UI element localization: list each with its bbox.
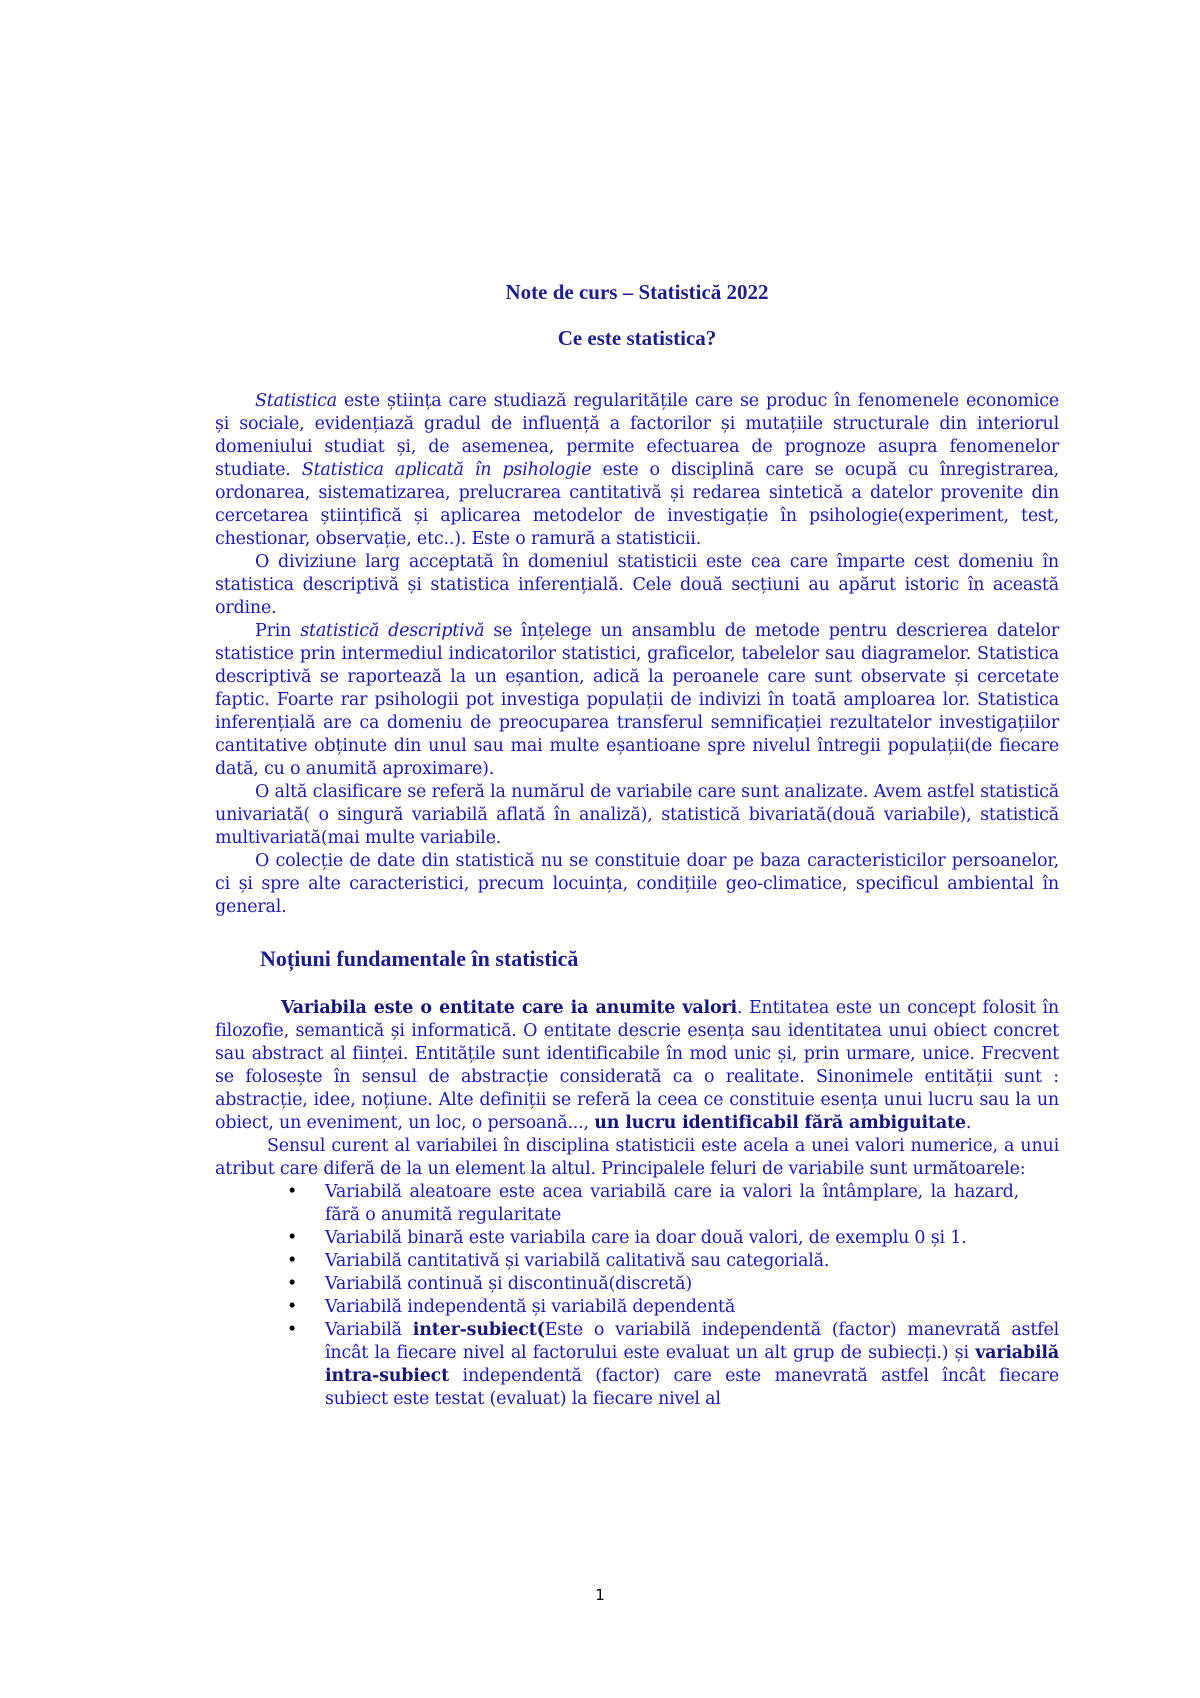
text-run: Este o variabilă independentă (factor) manevrată astfel încât la fiecare nivel al factorului este evaluat un alt grup de subiecți.) și xyxy=(325,1320,1059,1363)
section-heading: Noțiuni fundamentale în statistică xyxy=(260,946,579,971)
text-run: Variabilă xyxy=(325,1320,413,1340)
bold-term: inter-subiect( xyxy=(412,1320,545,1340)
italic-term: Statistica aplicată în psihologie xyxy=(301,460,592,480)
text-run: Prin xyxy=(255,621,301,641)
list-item: • Variabilă aleatoare este acea variabilă care ia valori la întâmplare, la hazard, fără o anumită regularitate xyxy=(325,1181,1059,1227)
text-run: este știința care studiază regularitățile care se produc în fenomenele economice și sociale, evidențiază gradul de influență a factorilor și mutațiile structurale din interiorul domeniului studiat și, de asemenea, permite efectuarea de prognoze asupra fenomenelor studiate. xyxy=(215,391,1059,480)
paragraph-variable-meaning: Sensul curent al variabilei în disciplina statisticii este acela a unei valori numerice, a unui atribut care diferă de la un element la altul. Principalele feluri de variabile sunt următoarele: xyxy=(215,1136,1059,1179)
bold-definition: un lucru identificabil fără ambiguitate xyxy=(594,1113,966,1133)
paragraph-division: O diviziune larg acceptată în domeniul statisticii este cea care împarte cest domeniu în statistica descriptivă și statistica inferențială. Cele două secțiuni au apărut istoric în această ordine. xyxy=(215,552,1059,618)
document-title: Note de curs – Statistică 2022 xyxy=(505,280,769,304)
italic-term: statistică descriptivă xyxy=(300,621,485,641)
list-item xyxy=(325,1319,1059,1411)
variable-types-list xyxy=(215,1181,1059,1411)
bold-term: variabilă intra-subiect xyxy=(325,1343,1059,1386)
paragraph-data-collection: O colecție de date din statistică nu se constituie doar pe baza caracteristicilor persoanelor, ci și spre alte caracteristici, precum locuința, condițiile geo-climatice, specificul ambiental în general. xyxy=(215,851,1059,917)
paragraph-classification: O altă clasificare se referă la numărul de variabile care sunt analizate. Avem astfel statistică univariată( o singură variabilă aflată în analiză), statistică bivariată(două variabile), statistică multivariată(mai multe variabile. xyxy=(215,782,1059,848)
page-number: 1 xyxy=(595,1586,605,1604)
paragraph-definition xyxy=(215,390,1059,551)
paragraph-variable xyxy=(215,997,1059,1135)
list-item: • Variabilă binară este variabila care ia doar două valori, de exemplu 0 și 1. xyxy=(325,1227,1059,1250)
list-item: • Variabilă cantitativă și variabilă calitativă sau categorială. xyxy=(325,1250,1059,1273)
text-run: este o disciplină care se ocupă cu înregistrarea, ordonarea, sistematizarea, prelucrarea cantitativă și redarea sintetică a datelor provenite din cercetarea științifică și aplicarea metodelor de investigație în psihologie(experiment, test, chestionar, observație, etc..). Este o ramură a statisticii. xyxy=(215,460,1060,549)
text-run: . Entitatea este un concept folosit în filozofie, semantică și informatică. O entitate descrie esența sau identitatea unui obiect concret sau abstract al ființei. Entitățile sunt identificabile în mod unic și, prin urmare, unice. Frecvent se folosește în sensul de abstracție considerată ca o realitate. Sinonimele entității sunt : abstracție, idee, noțiune. Alte definiții se referă la ceea ce constituie esența unui lucru sau la un obiect, un eveniment, un loc, o persoană..., xyxy=(215,998,1059,1133)
text-run: se înțelege un ansamblu de metode pentru descrierea datelor statistice prin intermediul indicatorilor statistici, graficelor, tabelelor sau diagramelor. Statistica descriptivă se raportează la un eșantion, adică la peroanele care sunt observate și cercetate faptic. Foarte rar psihologii pot investiga populații de indivizi în toată amploarea lor. Statistica inferențială are ca domeniu de preocuparea transferul semnificației rezultatelor investigațiilor cantitative obținute din unul sau mai multe eșantioane spre nivelul întregii populații(de fiecare dată, cu o anumită aproximare). xyxy=(215,621,1059,779)
document-subtitle: Ce este statistica? xyxy=(557,326,717,350)
text-run: independentă (factor) care este manevrată astfel încât fiecare subiect este testat (evaluat) la fiecare nivel al xyxy=(325,1366,1059,1409)
list-item: • Variabilă continuă și discontinuă(discretă) xyxy=(325,1273,1059,1296)
italic-term: Statistica xyxy=(255,391,337,411)
page-content xyxy=(215,278,1059,1411)
paragraph-descriptive xyxy=(215,620,1059,781)
text-run: . xyxy=(965,1113,972,1133)
list-item: • Variabilă independentă și variabilă dependentă xyxy=(325,1296,1059,1319)
bold-definition: Variabila este o entitate care ia anumite valori xyxy=(281,998,737,1018)
